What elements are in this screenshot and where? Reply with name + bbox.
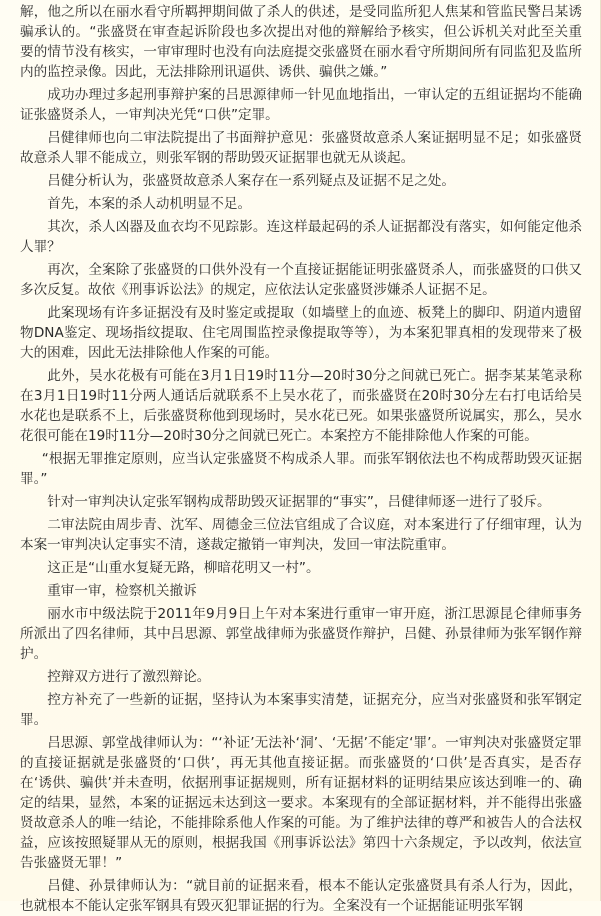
section-heading: 重审一审，检察机关撤诉 (47, 583, 197, 599)
paragraph-5: 首先，本案的杀人动机明显不足。 (47, 196, 252, 212)
paragraph-2: 成功办理过多起刑事辩护案的吕思源律师一针见血地指出，一审认定的五组证据均不能确证张盛贤杀人，一审判决光凭“口供”定罪。 (20, 87, 582, 123)
paragraph-3: 吕健律师也向二审法院提出了书面辩护意见：张盛贤故意杀人案证据明显不足；如张盛贤故意杀人罪不能成立，则张军钢的帮助毁灭证据罪也就无从谈起。 (20, 130, 582, 166)
paragraph-6: 其次，杀人凶器及血衣均不见踪影。连这样最起码的杀人证据都没有落实，如何能定他杀人罪？ (20, 219, 582, 255)
paragraph-12: 二审法院由周步青、沈军、周德金三位法官组成了合议庭，对本案进行了仔细审理，认为本案一审判决认定事实不清，遂裁定撤销一审判决，发回一审法院重审。 (20, 517, 582, 553)
paragraph-1: 解，他之所以在丽水看守所羁押期间做了杀人的供述，是受同监所犯人焦某和管监民警吕某诱骗承认的。“张盛贤在审查起诉阶段也多次提出对他的辩解给予核实，但公诉机关对此至关重要的情节没有核实，一审审理时也没有向法庭提交张盛贤在丽水看守所期间所有同监犯及监所内的监控录像。因此，无法排除刑讯逼供、诱供、骗供之嫌。” (20, 4, 582, 80)
paragraph-7: 再次，全案除了张盛贤的口供外没有一个直接证据能证明张盛贤杀人，而张盛贤的口供又多次反复。故依《刑事诉讼法》的规定，应依法认定张盛贤涉嫌杀人证据不足。 (20, 262, 582, 298)
paragraph-4: 吕健分析认为，张盛贤故意杀人案存在一系列疑点及证据不足之处。 (47, 173, 455, 189)
paragraph-8: 此案现场有许多证据没有及时鉴定或提取（如墙壁上的血迹、板凳上的脚印、阴道内遗留物DNA鉴定、现场指纹提取、住宅周围监控录像提取等等），为本案犯罪真相的发现带来了极大的困难，因此无法排除他人作案的可能。 (20, 305, 582, 361)
paragraph-13: 这正是“山重水复疑无路，柳暗花明又一村”。 (47, 560, 320, 576)
paragraph-9: 此外，吴水花极有可能在3月1日19时11分—20时30分之间就已死亡。据李某某笔录称在3月1日19时11分两人通话后就联系不上吴水花了，而张盛贤在20时30分左右打电话给吴水花也是联系不上，后张盛贤称他到现场时，吴水花已死。如果张盛贤所说属实，那么，吴水花很可能在19时11分—20时30分之间就已死亡。本案控方不能排除他人作案的可能。 (20, 368, 582, 444)
paragraph-17: 控方补充了一些新的证据，坚持认为本案事实清楚，证据充分，应当对张盛贤和张军钢定罪。 (20, 692, 582, 728)
paragraph-15: 丽水市中级法院于2011年9月9日上午对本案进行重审一审开庭，浙江思源昆仑律师事务所派出了四名律师，其中吕思源、郭堂战律师为张盛贤作辩护，吕健、孙景律师为张军钢作辩护。 (20, 606, 582, 662)
paragraph-16: 控辩双方进行了激烈辩论。 (47, 669, 211, 685)
paragraph-11: 针对一审判决认定张军钢构成帮助毁灭证据罪的“事实”，吕健律师逐一进行了驳斥。 (47, 494, 551, 510)
paragraph-19: 吕健、孙景律师认为：“就目前的证据来看，根本不能认定张盛贤具有杀人行为，因此，也就根本不能认定张军钢具有毁灭犯罪证据的行为。全案没有一个证据能证明张军钢 (20, 878, 582, 914)
paragraph-18: 吕思源、郭堂战律师认为：“‘补证’无法补‘洞’、‘无据’不能定‘罪’。一审判决对张盛贤定罪的直接证据就是张盛贤的‘口供’，再无其他直接证据。而张盛贤的‘口供’是否真实，是否存在‘诱供、骗供’并未查明，依据刑事证据规则，所有证据材料的证明结果应该达到唯一的、确定的结果，显然，本案的证据远未达到这一要求。本案现有的全部证据材料，并不能得出张盛贤故意杀人的唯一结论，不能排除系他人作案的可能。为了维护法律的尊严和被告人的合法权益，应该按照疑罪从无的原则，根据我国《刑事诉讼法》第四十六条规定，予以改判，依法宣告张盛贤无罪！” (20, 735, 582, 871)
paragraph-10: “根据无罪推定原则，应当认定张盛贤不构成杀人罪。而张军钢依法也不构成帮助毁灭证据罪。” (20, 451, 582, 487)
